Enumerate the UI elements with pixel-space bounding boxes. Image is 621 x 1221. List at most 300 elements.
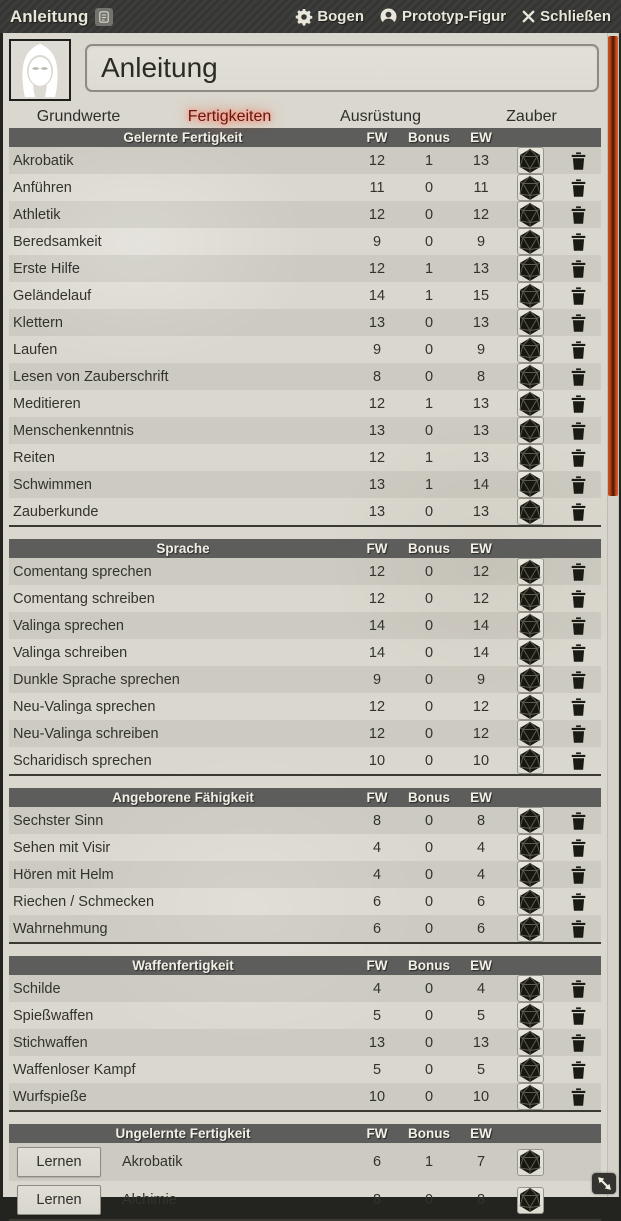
bonus-value: 0 bbox=[424, 980, 434, 997]
ew-value: 11 bbox=[473, 179, 489, 196]
bonus-value: 0 bbox=[424, 206, 434, 223]
delete-button[interactable] bbox=[571, 812, 586, 830]
sheet-button-label: Bogen bbox=[317, 8, 364, 25]
trash-icon bbox=[571, 260, 586, 278]
trash-icon bbox=[571, 1007, 586, 1025]
skill-row bbox=[9, 1181, 601, 1219]
d20-icon bbox=[519, 560, 541, 584]
bonus-value: 0 bbox=[424, 893, 434, 910]
fw-value: 13 bbox=[368, 422, 386, 439]
skill-name: Riechen / Schmecken bbox=[13, 893, 155, 910]
d20-icon bbox=[519, 1085, 541, 1109]
fw-value: 12 bbox=[368, 698, 386, 715]
dice-roll-button[interactable] bbox=[517, 915, 544, 942]
ew-value: 12 bbox=[472, 206, 490, 223]
delete-button[interactable] bbox=[571, 206, 586, 224]
ew-value: 8 bbox=[476, 368, 486, 385]
bonus-value: 0 bbox=[424, 920, 434, 937]
delete-button[interactable] bbox=[571, 563, 586, 581]
ew-value: 9 bbox=[476, 671, 486, 688]
dice-roll-button[interactable] bbox=[517, 255, 544, 282]
delete-button[interactable] bbox=[571, 1088, 586, 1106]
skills-table bbox=[9, 128, 601, 527]
dice-roll-button[interactable] bbox=[517, 720, 544, 747]
d20-icon bbox=[519, 722, 541, 746]
skill-name: Valinga schreiben bbox=[13, 644, 128, 661]
col-header-ew: EW bbox=[470, 1126, 492, 1141]
trash-icon bbox=[571, 1034, 586, 1052]
fw-value: 12 bbox=[368, 206, 386, 223]
delete-button[interactable] bbox=[571, 1007, 586, 1025]
fw-value: 6 bbox=[372, 1154, 382, 1170]
skill-row bbox=[9, 558, 601, 585]
tab-zauber[interactable]: Zauber bbox=[506, 108, 557, 125]
d20-icon bbox=[519, 890, 541, 914]
dice-roll-button[interactable] bbox=[517, 228, 544, 255]
dice-roll-button[interactable] bbox=[517, 174, 544, 201]
d20-icon bbox=[519, 392, 541, 416]
d20-icon bbox=[519, 809, 541, 833]
dice-roll-button[interactable] bbox=[517, 1056, 544, 1083]
trash-icon bbox=[571, 395, 586, 413]
trash-icon bbox=[571, 866, 586, 884]
prototype-figure-button[interactable] bbox=[380, 8, 506, 25]
bonus-value: 0 bbox=[424, 839, 434, 856]
skill-name: Klettern bbox=[13, 314, 63, 331]
skill-row bbox=[9, 174, 601, 201]
fw-value: 5 bbox=[372, 1007, 382, 1024]
skill-row bbox=[9, 201, 601, 228]
delete-button[interactable] bbox=[571, 752, 586, 770]
d20-icon bbox=[519, 1150, 541, 1174]
delete-button[interactable] bbox=[571, 503, 586, 521]
bonus-value: 0 bbox=[424, 1007, 434, 1024]
prototype-figure-label: Prototyp-Figur bbox=[401, 8, 507, 25]
skill-row bbox=[9, 720, 601, 747]
ew-value: 9 bbox=[476, 341, 486, 358]
fw-value: 13 bbox=[368, 314, 386, 331]
fw-value: 12 bbox=[368, 449, 386, 466]
trash-icon bbox=[571, 725, 586, 743]
dice-roll-button[interactable] bbox=[517, 1083, 544, 1110]
table-title: Gelernte Fertigkeit bbox=[123, 130, 243, 145]
table-header bbox=[9, 788, 601, 807]
ew-value: 12 bbox=[472, 725, 490, 742]
skill-name: Erste Hilfe bbox=[13, 260, 80, 277]
skill-name: Valinga sprechen bbox=[13, 617, 124, 634]
ew-value: 13 bbox=[472, 152, 490, 169]
skill-name: Menschenkenntnis bbox=[13, 422, 134, 439]
trash-icon bbox=[571, 476, 586, 494]
col-header-ew: EW bbox=[470, 790, 492, 805]
ew-value: 13 bbox=[472, 395, 490, 412]
ew-value: 5 bbox=[476, 1007, 486, 1024]
tables bbox=[3, 128, 607, 1221]
fw-value: 13 bbox=[368, 1034, 386, 1051]
ew-value: 9 bbox=[476, 233, 486, 250]
bonus-value: 0 bbox=[424, 866, 434, 883]
d20-icon bbox=[519, 917, 541, 941]
dice-roll-button[interactable] bbox=[517, 558, 544, 585]
fw-value: 12 bbox=[368, 563, 386, 580]
ew-value: 13 bbox=[472, 503, 490, 520]
avatar[interactable] bbox=[9, 39, 71, 101]
delete-button[interactable] bbox=[571, 260, 586, 278]
d20-icon bbox=[519, 695, 541, 719]
delete-button[interactable] bbox=[571, 671, 586, 689]
bonus-value: 0 bbox=[424, 1088, 434, 1105]
skill-row bbox=[9, 807, 601, 834]
table-header bbox=[9, 128, 601, 147]
delete-button[interactable] bbox=[571, 980, 586, 998]
trash-icon bbox=[571, 563, 586, 581]
bonus-value: 0 bbox=[424, 233, 434, 250]
trash-icon bbox=[571, 206, 586, 224]
dice-roll-button[interactable] bbox=[517, 444, 544, 471]
delete-button[interactable] bbox=[571, 839, 586, 857]
dice-roll-button[interactable] bbox=[517, 417, 544, 444]
delete-button[interactable] bbox=[571, 920, 586, 938]
bonus-value: 0 bbox=[424, 1034, 434, 1051]
skill-name: Beredsamkeit bbox=[13, 233, 102, 250]
dice-roll-button[interactable] bbox=[517, 585, 544, 612]
skill-name: Sechster Sinn bbox=[13, 812, 104, 829]
d20-icon bbox=[519, 419, 541, 443]
d20-icon bbox=[519, 977, 541, 1001]
ew-value: 8 bbox=[476, 1192, 486, 1208]
skill-name: Hören mit Helm bbox=[13, 866, 114, 883]
d20-icon bbox=[519, 614, 541, 638]
col-header-fw: FW bbox=[366, 958, 388, 973]
bonus-value: 0 bbox=[424, 617, 434, 634]
delete-button[interactable] bbox=[571, 617, 586, 635]
fw-value: 9 bbox=[372, 341, 382, 358]
sheet-button[interactable] bbox=[296, 8, 364, 25]
scroll-icon bbox=[99, 11, 109, 23]
dice-roll-button[interactable] bbox=[517, 309, 544, 336]
d20-icon bbox=[519, 668, 541, 692]
d20-icon bbox=[519, 749, 541, 773]
skill-row bbox=[9, 915, 601, 942]
delete-button[interactable] bbox=[571, 1061, 586, 1079]
bonus-value: 0 bbox=[424, 314, 434, 331]
fw-value: 13 bbox=[368, 503, 386, 520]
fw-value: 11 bbox=[369, 179, 385, 196]
tab-bar bbox=[3, 105, 607, 128]
skill-name: Schwimmen bbox=[13, 476, 92, 493]
dice-roll-button[interactable] bbox=[517, 888, 544, 915]
trash-icon bbox=[571, 233, 586, 251]
trash-icon bbox=[571, 698, 586, 716]
dice-roll-button[interactable] bbox=[517, 639, 544, 666]
delete-button[interactable] bbox=[571, 395, 586, 413]
bonus-value: 0 bbox=[424, 341, 434, 358]
ew-value: 13 bbox=[472, 314, 490, 331]
dice-roll-button[interactable] bbox=[517, 861, 544, 888]
learn-button[interactable]: Lernen bbox=[17, 1147, 101, 1177]
skill-row bbox=[9, 444, 601, 471]
skill-row bbox=[9, 639, 601, 666]
d20-icon bbox=[519, 500, 541, 524]
d20-icon bbox=[519, 176, 541, 200]
skill-row bbox=[9, 1056, 601, 1083]
table-header bbox=[9, 539, 601, 558]
tab-grundwerte[interactable]: Grundwerte bbox=[36, 108, 121, 125]
delete-button[interactable] bbox=[571, 179, 586, 197]
skill-row bbox=[9, 363, 601, 390]
table-header bbox=[9, 956, 601, 975]
dice-roll-button[interactable] bbox=[517, 834, 544, 861]
page-header bbox=[3, 33, 607, 128]
delete-button[interactable] bbox=[571, 152, 586, 170]
skill-name: Scharidisch sprechen bbox=[13, 752, 152, 769]
ew-value: 14 bbox=[472, 476, 490, 493]
col-header-ew: EW bbox=[470, 130, 492, 145]
ew-value: 7 bbox=[476, 1154, 486, 1170]
d20-icon bbox=[519, 473, 541, 497]
skill-row bbox=[9, 693, 601, 720]
skill-name: Meditieren bbox=[13, 395, 81, 412]
skill-name: Akrobatik bbox=[122, 1154, 183, 1170]
delete-button[interactable] bbox=[571, 893, 586, 911]
dice-roll-button[interactable] bbox=[517, 390, 544, 417]
delete-button[interactable] bbox=[571, 287, 586, 305]
d20-icon bbox=[519, 836, 541, 860]
trash-icon bbox=[571, 314, 586, 332]
d20-icon bbox=[519, 863, 541, 887]
col-header-fw: FW bbox=[366, 1126, 388, 1141]
tab-ausruestung[interactable]: Ausrüstung bbox=[340, 108, 421, 125]
delete-button[interactable] bbox=[571, 476, 586, 494]
col-header-bonus: Bonus bbox=[408, 130, 450, 145]
ew-value: 13 bbox=[472, 260, 490, 277]
d20-icon bbox=[519, 284, 541, 308]
trash-icon bbox=[571, 590, 586, 608]
d20-icon bbox=[519, 587, 541, 611]
skill-row bbox=[9, 282, 601, 309]
fw-value: 9 bbox=[372, 671, 382, 688]
titlebar bbox=[0, 0, 621, 33]
col-header-bonus: Bonus bbox=[408, 790, 450, 805]
col-header-bonus: Bonus bbox=[408, 958, 450, 973]
gear-icon bbox=[296, 9, 312, 25]
skill-name: Zauberkunde bbox=[13, 503, 99, 520]
dice-roll-button[interactable] bbox=[517, 363, 544, 390]
dice-roll-button[interactable] bbox=[517, 1149, 544, 1176]
ew-value: 10 bbox=[472, 752, 490, 769]
delete-button[interactable] bbox=[571, 449, 586, 467]
d20-icon bbox=[519, 641, 541, 665]
delete-button[interactable] bbox=[571, 314, 586, 332]
resize-handle[interactable] bbox=[592, 1173, 616, 1194]
bonus-value: 0 bbox=[424, 644, 434, 661]
dice-roll-button[interactable] bbox=[517, 282, 544, 309]
skill-row bbox=[9, 336, 601, 363]
skill-name: Lesen von Zauberschrift bbox=[13, 368, 169, 385]
col-header-bonus: Bonus bbox=[408, 1126, 450, 1141]
fw-value: 10 bbox=[368, 752, 386, 769]
dice-roll-button[interactable] bbox=[517, 147, 544, 174]
col-header-fw: FW bbox=[366, 130, 388, 145]
bonus-value: 1 bbox=[424, 395, 434, 412]
fw-value: 12 bbox=[368, 152, 386, 169]
trash-icon bbox=[571, 449, 586, 467]
d20-icon bbox=[519, 149, 541, 173]
trash-icon bbox=[571, 644, 586, 662]
skill-row bbox=[9, 1002, 601, 1029]
close-button-label: Schließen bbox=[540, 8, 611, 25]
dice-roll-button[interactable] bbox=[517, 747, 544, 774]
skill-row bbox=[9, 471, 601, 498]
dice-roll-button[interactable] bbox=[517, 201, 544, 228]
skill-name: Comentang sprechen bbox=[13, 563, 152, 580]
dice-roll-button[interactable] bbox=[517, 1029, 544, 1056]
trash-icon bbox=[571, 179, 586, 197]
dice-roll-button[interactable] bbox=[517, 471, 544, 498]
table-header bbox=[9, 1124, 601, 1143]
dice-roll-button[interactable] bbox=[517, 693, 544, 720]
skill-name: Wahrnehmung bbox=[13, 920, 108, 937]
fw-value: 6 bbox=[372, 920, 382, 937]
bonus-value: 1 bbox=[424, 1154, 434, 1170]
fw-value: 12 bbox=[368, 395, 386, 412]
skill-name: Laufen bbox=[13, 341, 58, 358]
trash-icon bbox=[571, 893, 586, 911]
d20-icon bbox=[519, 203, 541, 227]
trash-icon bbox=[571, 503, 586, 521]
trash-icon bbox=[571, 617, 586, 635]
ew-value: 15 bbox=[472, 287, 490, 304]
ew-value: 12 bbox=[472, 563, 490, 580]
col-header-fw: FW bbox=[366, 790, 388, 805]
scrollbar-track[interactable] bbox=[607, 33, 619, 1197]
skill-row bbox=[9, 228, 601, 255]
ew-value: 5 bbox=[476, 1061, 486, 1078]
fw-value: 9 bbox=[372, 233, 382, 250]
dice-roll-button[interactable] bbox=[517, 1002, 544, 1029]
skill-name: Akrobatik bbox=[13, 152, 74, 169]
d20-icon bbox=[519, 230, 541, 254]
delete-button[interactable] bbox=[571, 1034, 586, 1052]
table-title: Sprache bbox=[156, 541, 210, 556]
table-title: Ungelernte Fertigkeit bbox=[115, 1126, 251, 1141]
skill-row bbox=[9, 666, 601, 693]
skill-row bbox=[9, 861, 601, 888]
bonus-value: 0 bbox=[424, 1192, 434, 1208]
learn-button[interactable]: Lernen bbox=[17, 1185, 101, 1215]
tab-fertigkeiten[interactable]: Fertigkeiten bbox=[187, 108, 272, 125]
dice-roll-button[interactable] bbox=[517, 1187, 544, 1214]
trash-icon bbox=[571, 341, 586, 359]
fw-value: 12 bbox=[368, 260, 386, 277]
ew-value: 10 bbox=[472, 1088, 490, 1105]
trash-icon bbox=[571, 752, 586, 770]
delete-button[interactable] bbox=[571, 341, 586, 359]
bonus-value: 0 bbox=[424, 422, 434, 439]
delete-button[interactable] bbox=[571, 698, 586, 716]
skill-row bbox=[9, 147, 601, 174]
skill-row bbox=[9, 255, 601, 282]
dice-roll-button[interactable] bbox=[517, 612, 544, 639]
skills-table bbox=[9, 788, 601, 944]
ew-value: 4 bbox=[476, 980, 486, 997]
dice-roll-button[interactable] bbox=[517, 807, 544, 834]
delete-button[interactable] bbox=[571, 866, 586, 884]
ew-value: 6 bbox=[476, 920, 486, 937]
bonus-value: 0 bbox=[424, 752, 434, 769]
skill-name: Neu-Valinga schreiben bbox=[13, 725, 159, 742]
col-header-fw: FW bbox=[366, 541, 388, 556]
delete-button[interactable] bbox=[571, 233, 586, 251]
skill-row bbox=[9, 1029, 601, 1056]
fw-value: 14 bbox=[368, 287, 386, 304]
bonus-value: 0 bbox=[424, 725, 434, 742]
trash-icon bbox=[571, 152, 586, 170]
delete-button[interactable] bbox=[571, 368, 586, 386]
character-sheet bbox=[0, 33, 621, 1208]
fw-value: 6 bbox=[372, 893, 382, 910]
dice-roll-button[interactable] bbox=[517, 498, 544, 525]
character-name-input[interactable] bbox=[85, 44, 599, 92]
skill-row bbox=[9, 585, 601, 612]
col-header-bonus: Bonus bbox=[408, 541, 450, 556]
ew-value: 12 bbox=[472, 698, 490, 715]
trash-icon bbox=[571, 1061, 586, 1079]
ew-value: 4 bbox=[476, 839, 486, 856]
fw-value: 14 bbox=[368, 617, 386, 634]
delete-button[interactable] bbox=[571, 590, 586, 608]
skill-name: Wurfspieße bbox=[13, 1088, 87, 1105]
table-title: Waffenfertigkeit bbox=[132, 958, 234, 973]
delete-button[interactable] bbox=[571, 725, 586, 743]
dice-roll-button[interactable] bbox=[517, 336, 544, 363]
bonus-value: 1 bbox=[424, 449, 434, 466]
bonus-value: 1 bbox=[424, 476, 434, 493]
fw-value: 13 bbox=[368, 476, 386, 493]
bonus-value: 0 bbox=[424, 179, 434, 196]
dice-roll-button[interactable] bbox=[517, 666, 544, 693]
fw-value: 14 bbox=[368, 644, 386, 661]
skill-row bbox=[9, 1143, 601, 1181]
close-button[interactable] bbox=[522, 8, 611, 25]
d20-icon bbox=[519, 257, 541, 281]
hooded-figure-icon bbox=[11, 41, 69, 99]
close-icon bbox=[522, 10, 535, 23]
d20-icon bbox=[519, 446, 541, 470]
ew-value: 13 bbox=[472, 422, 490, 439]
dice-roll-button[interactable] bbox=[517, 975, 544, 1002]
trash-icon bbox=[571, 1088, 586, 1106]
ew-value: 8 bbox=[476, 812, 486, 829]
fw-value: 5 bbox=[372, 1061, 382, 1078]
d20-icon bbox=[519, 1004, 541, 1028]
skill-name: Spießwaffen bbox=[13, 1007, 94, 1024]
skill-name: Neu-Valinga sprechen bbox=[13, 698, 156, 715]
fw-value: 8 bbox=[372, 368, 382, 385]
bonus-value: 0 bbox=[424, 368, 434, 385]
skill-name: Waffenloser Kampf bbox=[13, 1061, 136, 1078]
delete-button[interactable] bbox=[571, 644, 586, 662]
skill-row bbox=[9, 975, 601, 1002]
delete-button[interactable] bbox=[571, 422, 586, 440]
scrollbar-thumb[interactable] bbox=[608, 36, 618, 496]
fw-value: 4 bbox=[372, 866, 382, 883]
skill-name: Dunkle Sprache sprechen bbox=[13, 671, 180, 688]
skill-row bbox=[9, 498, 601, 525]
fw-value: 12 bbox=[368, 590, 386, 607]
skill-row bbox=[9, 747, 601, 774]
skill-row bbox=[9, 888, 601, 915]
